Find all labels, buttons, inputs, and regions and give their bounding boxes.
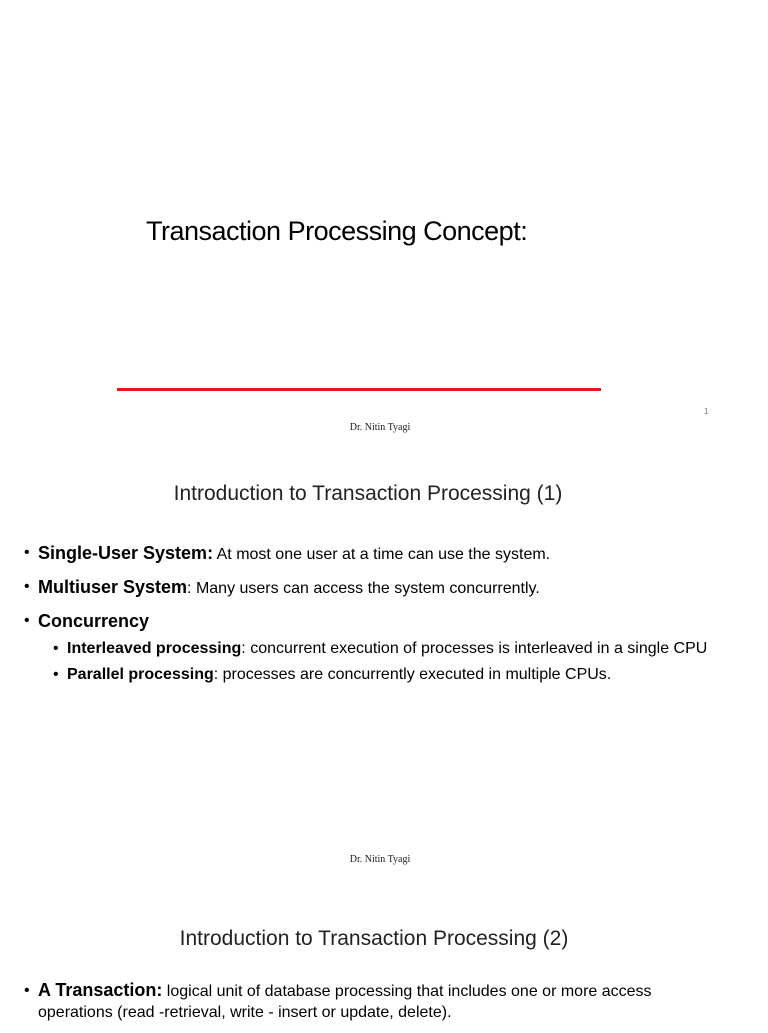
sub-bullet-term: Interleaved processing	[67, 640, 242, 657]
slide-footer: Dr. Nitin Tyagi	[349, 422, 411, 433]
slide-title: Transaction Processing Concept:	[146, 216, 528, 246]
bullet-desc: : Many users can access the system concurrently.	[187, 580, 540, 597]
sub-bullet-item	[24, 638, 724, 660]
bullet-term: Single-User System:	[38, 543, 214, 563]
title-divider	[117, 388, 601, 391]
bullet-dot-icon: •	[24, 544, 30, 561]
bullet-item	[24, 980, 724, 1023]
bullet-dot-icon: •	[24, 612, 30, 629]
slide-number: 1	[704, 407, 709, 416]
sub-bullet-desc: : processes are concurrently executed in multiple CPUs.	[213, 666, 612, 683]
bullet-desc: At most one user at a time can use the system.	[213, 546, 551, 563]
bullet-dot-icon: •	[53, 666, 59, 683]
slide-footer: Dr. Nitin Tyagi	[349, 854, 411, 865]
sub-bullet-desc: : concurrent execution of processes is interleaved in a single CPU	[241, 640, 708, 657]
sub-bullet-item	[24, 664, 724, 686]
bullet-list	[24, 980, 724, 1033]
bullet-dot-icon: •	[24, 982, 30, 999]
bullet-dot-icon: •	[53, 640, 59, 657]
bullet-term: A Transaction:	[38, 980, 163, 1000]
slide-1	[0, 0, 768, 442]
slide-heading: Introduction to Transaction Processing (1)	[173, 482, 563, 505]
bullet-term: Concurrency	[38, 611, 150, 631]
bullet-dot-icon: •	[24, 578, 30, 595]
bullet-desc: logical unit of database processing that includes one or more access operations (read -retrieval, write - insert or update, delete).	[38, 983, 652, 1021]
slide-3	[0, 876, 768, 1024]
slide-heading: Introduction to Transaction Processing (2)	[179, 927, 569, 950]
bullet-item	[24, 610, 724, 634]
sub-bullet-term: Parallel processing	[67, 666, 214, 683]
bullet-list	[24, 542, 724, 690]
bullet-term: Multiuser System	[38, 577, 188, 597]
bullet-item	[24, 576, 724, 600]
bullet-item	[24, 542, 724, 566]
slide-2	[0, 442, 768, 876]
